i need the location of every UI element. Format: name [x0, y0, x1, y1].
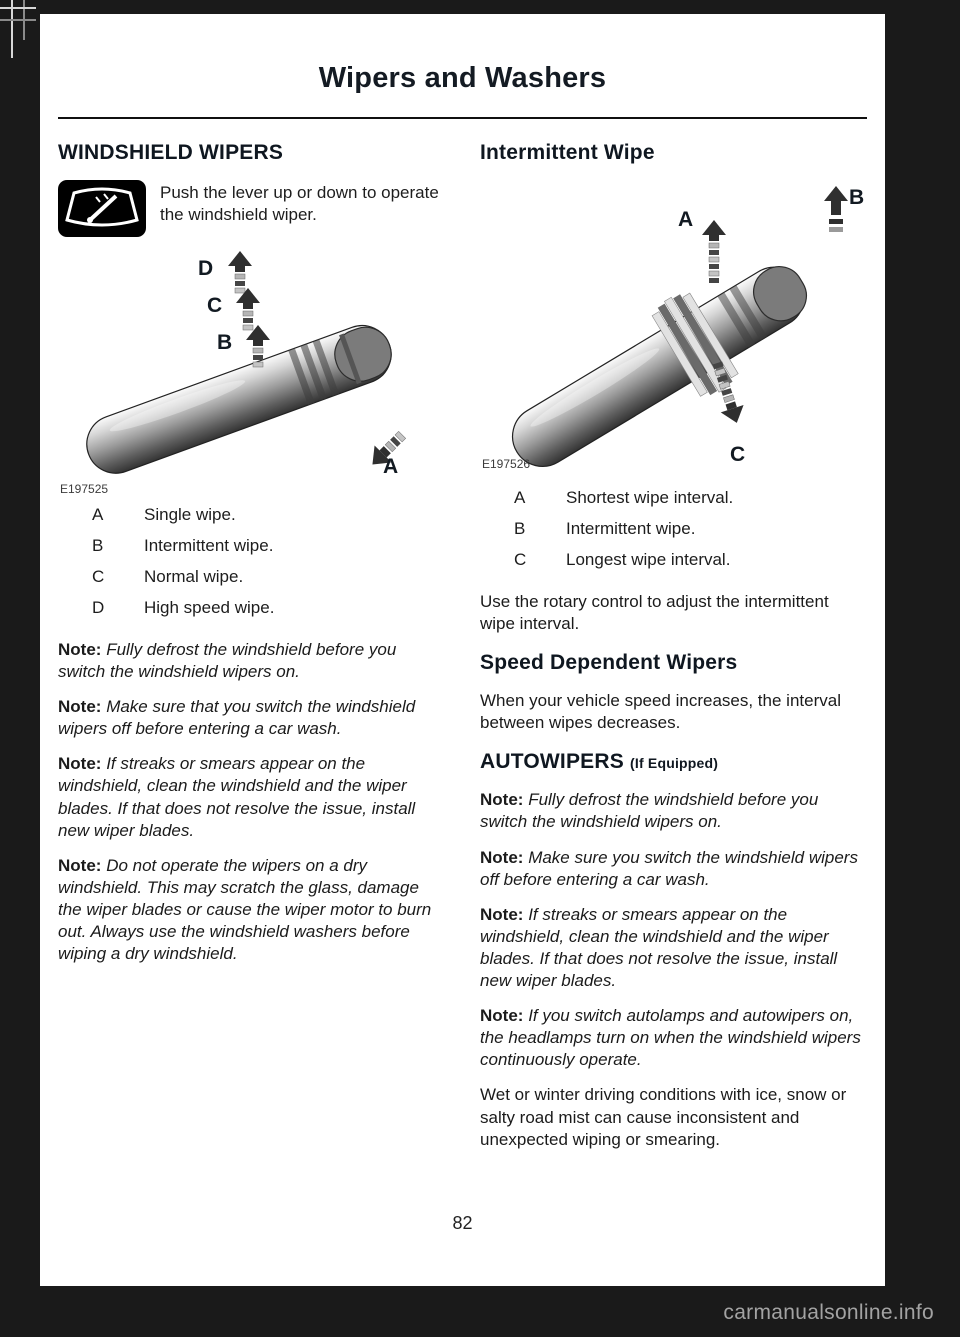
legend-intermittent-wipe — [480, 482, 866, 575]
autowipers-suffix: (If Equipped) — [630, 755, 719, 772]
figure-label-b: B — [217, 331, 233, 354]
paragraph-wet-conditions: Wet or winter driving conditions with ice, snow or salty road mist can cause inconsistent and unexpected wiping or smearing. — [480, 1085, 847, 1149]
note-text: Make sure you switch the windshield wipers off before entering a car wash. — [480, 847, 858, 889]
legend-key: B — [514, 519, 526, 538]
legend-key: C — [514, 550, 527, 569]
legend-row — [58, 530, 444, 561]
note-label: Note: — [58, 697, 102, 717]
wiper-icon — [58, 180, 146, 237]
legend-desc: Normal wipe. — [144, 567, 244, 586]
note — [480, 904, 866, 992]
note-label: Note: — [480, 1006, 524, 1026]
note-text: If you switch autolamps and autowipers on, the headlamps turn on when the windshield wipers continuously operate. — [480, 1006, 861, 1070]
section-title-intermittent-wipe: Intermittent Wipe — [480, 141, 655, 164]
note-text: Do not operate the wipers on a dry windshield. This may scratch the glass, damage the wiper blades or cause the wiper motor to burn out. Always use the windshield washers before wiping a dry windshield. — [58, 855, 432, 964]
page-header — [40, 14, 885, 117]
note — [480, 789, 866, 833]
legend-key: A — [514, 488, 526, 507]
chapter-title: Wipers and Washers — [318, 62, 607, 94]
intro-row — [58, 180, 444, 237]
section-title-speed-dependent-wipers: Speed Dependent Wipers — [480, 651, 738, 675]
arrow-up-c — [236, 288, 260, 330]
legend-row — [58, 592, 444, 623]
arrow-up-a — [702, 220, 726, 283]
legend-desc: Longest wipe interval. — [566, 550, 731, 569]
arrow-up-b — [824, 186, 848, 232]
wiper-stalk — [79, 317, 400, 481]
legend-row — [58, 561, 444, 592]
legend-row — [58, 499, 444, 530]
figure-label-c: C — [207, 294, 223, 317]
note — [58, 753, 444, 841]
legend-row — [480, 544, 866, 575]
legend-key: D — [92, 598, 105, 617]
note-label: Note: — [480, 847, 524, 867]
note-text: If streaks or smears appear on the windshield, clean the windshield and the wiper blades. If that does not resolve the issue, install new wiper blades. — [58, 754, 416, 840]
watermark: carmanualsonline.info — [723, 1301, 934, 1324]
page-number: 82 — [452, 1213, 473, 1233]
paragraph-speed-dependent: When your vehicle speed increases, the interval between wipes decreases. — [480, 691, 841, 733]
legend-row — [480, 513, 866, 544]
figure-windshield-wiper-lever — [58, 245, 444, 497]
legend-windshield-wipers — [58, 499, 444, 623]
figure-ref: E197525 — [60, 482, 109, 496]
legend-row — [480, 482, 866, 513]
note — [58, 855, 444, 965]
figure-label-a: A — [383, 455, 399, 478]
note — [58, 696, 444, 740]
note-label: Note: — [480, 790, 524, 810]
legend-desc: High speed wipe. — [144, 598, 275, 617]
left-column — [58, 141, 444, 1167]
note-label: Note: — [58, 754, 102, 774]
figure-label-b: B — [849, 186, 865, 209]
intro-text: Push the lever up or down to operate the windshield wiper. — [160, 183, 439, 225]
note-label: Note: — [480, 904, 524, 924]
note-text: Fully defrost the windshield before you switch the windshield wipers on. — [480, 790, 819, 832]
figure-label-d: D — [198, 257, 214, 280]
wiper-lever-illustration — [58, 245, 444, 497]
legend-key: B — [92, 536, 104, 555]
note-text: Make sure that you switch the windshield wipers off before entering a car wash. — [58, 697, 416, 739]
rotary-lever-illustration — [480, 180, 866, 472]
note-label: Note: — [58, 640, 102, 659]
section-title-windshield-wipers: WINDSHIELD WIPERS — [58, 141, 284, 164]
figure-ref: E197526 — [482, 457, 531, 471]
paragraph-rotary-control: Use the rotary control to adjust the intermittent wipe interval. — [480, 592, 829, 634]
autowipers-title: AUTOWIPERS — [480, 750, 624, 774]
manual-page — [40, 14, 885, 1286]
legend-key: C — [92, 567, 105, 586]
note — [480, 1005, 866, 1071]
note-label: Note: — [58, 855, 102, 875]
content-columns — [40, 119, 885, 1167]
note-text: Fully defrost the windshield before you switch the windshield wipers on. — [58, 640, 397, 682]
section-title-autowipers — [480, 750, 866, 774]
figure-label-a: A — [678, 208, 694, 231]
note — [58, 639, 444, 683]
legend-desc: Intermittent wipe. — [144, 536, 274, 555]
legend-desc: Single wipe. — [144, 505, 236, 524]
right-column — [480, 141, 866, 1167]
arrow-up-d — [228, 251, 252, 293]
wiper-stalk — [490, 235, 829, 472]
legend-desc: Intermittent wipe. — [566, 519, 696, 538]
legend-desc: Shortest wipe interval. — [566, 488, 734, 507]
figure-intermittent-wipe-lever — [480, 180, 866, 472]
note — [480, 847, 866, 891]
figure-label-c: C — [730, 443, 746, 466]
legend-key: A — [92, 505, 104, 524]
registration-marks — [0, 0, 70, 70]
note-text: If streaks or smears appear on the windshield, clean the windshield and the wiper blades. If that does not resolve the issue, install new wiper blades. — [480, 904, 838, 991]
